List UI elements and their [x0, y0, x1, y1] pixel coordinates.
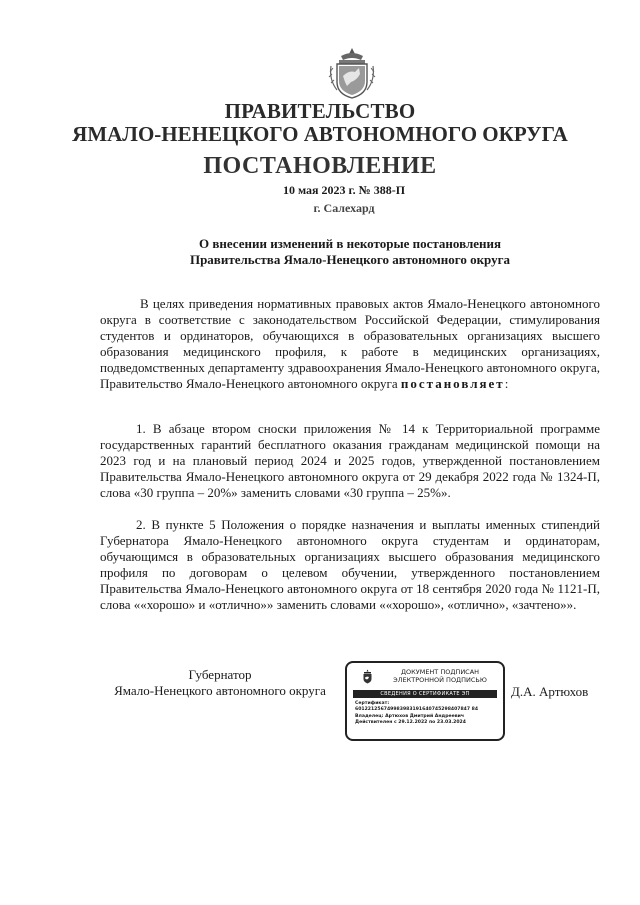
signatory-title	[100, 667, 340, 699]
subject-line1: О внесении изменений в некоторые постановления	[198, 236, 502, 251]
signatory-name: Д.А. Артюхов	[511, 684, 589, 699]
intro-paragraph	[100, 296, 600, 392]
stamp-owner: Владелец: Артюхов Дмитрий Андреевич	[355, 714, 465, 719]
electronic-signature-stamp	[345, 661, 505, 741]
government-name-line2: ЯМАЛО-НЕНЕЦКОГО АВТОНОМНОГО ОКРУГА	[72, 122, 568, 146]
intro-keyword: постановляет	[400, 376, 505, 391]
signatory-title-line2: Ямало-Ненецкого автономного округа	[114, 683, 326, 698]
stamp-title-line2: ЭЛЕКТРОННОЙ ПОДПИСЬЮ	[393, 676, 487, 684]
intro-text: В целях приведения нормативных правовых актов Ямало-Ненецкого автономного округа в соответствие с законодательством Российской Федерации, стимулирования студентов и ординаторов, обучающихся в образовательных организациях высшего образования медицинского профиля, к работе в медицинских организациях, подведомственных департаменту здравоохранения Ямало-Ненецкого автономного округа, Правительство Ямало-Ненецкого автономного округа	[100, 296, 600, 391]
stamp-validity: Действителен с 29.12.2022 по 23.03.2024	[355, 720, 466, 725]
intro-end: :	[504, 376, 509, 391]
document-city: г. Салехард	[313, 201, 375, 215]
document-type-title: ПОСТАНОВЛЕНИЕ	[203, 153, 437, 179]
stamp-cert-value: 601221256749983983191640745298407847 84	[355, 707, 479, 712]
stamp-cert-label: Сертификат:	[355, 701, 390, 706]
government-name-line1: ПРАВИТЕЛЬСТВО	[224, 99, 416, 123]
stamp-coat-of-arms-icon	[361, 669, 374, 684]
document-date-number: 10 мая 2023 г. № 388-П	[282, 183, 406, 197]
item-1-paragraph: 1. В абзаце втором сноски приложения № 14 к Территориальной программе государственных гарантий бесплатного оказания гражданам медицинской помощи на 2023 год и на плановый период 2024 и 2025 годов, утвержденной постановлением Правительства Ямало-Ненецкого автономного округа от 29 декабря 2022 года № 1324-П, слова «30 группа – 20%» заменить словами «30 группа – 25%».	[100, 421, 600, 500]
document-subject	[100, 236, 600, 268]
signatory-title-line1: Губернатор	[188, 667, 252, 682]
stamp-title-line1: ДОКУМЕНТ ПОДПИСАН	[400, 668, 480, 676]
subject-line2: Правительства Ямало-Ненецкого автономного округа	[189, 252, 511, 267]
item-2-paragraph: 2. В пункте 5 Положения о порядке назначения и выплаты именных стипендий Губернатора Ямало-Ненецкого автономного округа студентам и ординаторам, обучающимся в образовательных организациях высшего образования медицинского профиля по договорам о целевом обучении, утвержденного постановлением Правительства Ямало-Ненецкого автономного округа от 18 сентября 2020 года № 1121-П, слова ««хорошо» и «отлично»» заменить словами ««хорошо», «отлично», «зачтено»».	[100, 517, 600, 612]
stamp-certificate-bar: СВЕДЕНИЯ О СЕРТИФИКАТЕ ЭП	[353, 690, 497, 698]
coat-of-arms-icon	[327, 46, 377, 100]
